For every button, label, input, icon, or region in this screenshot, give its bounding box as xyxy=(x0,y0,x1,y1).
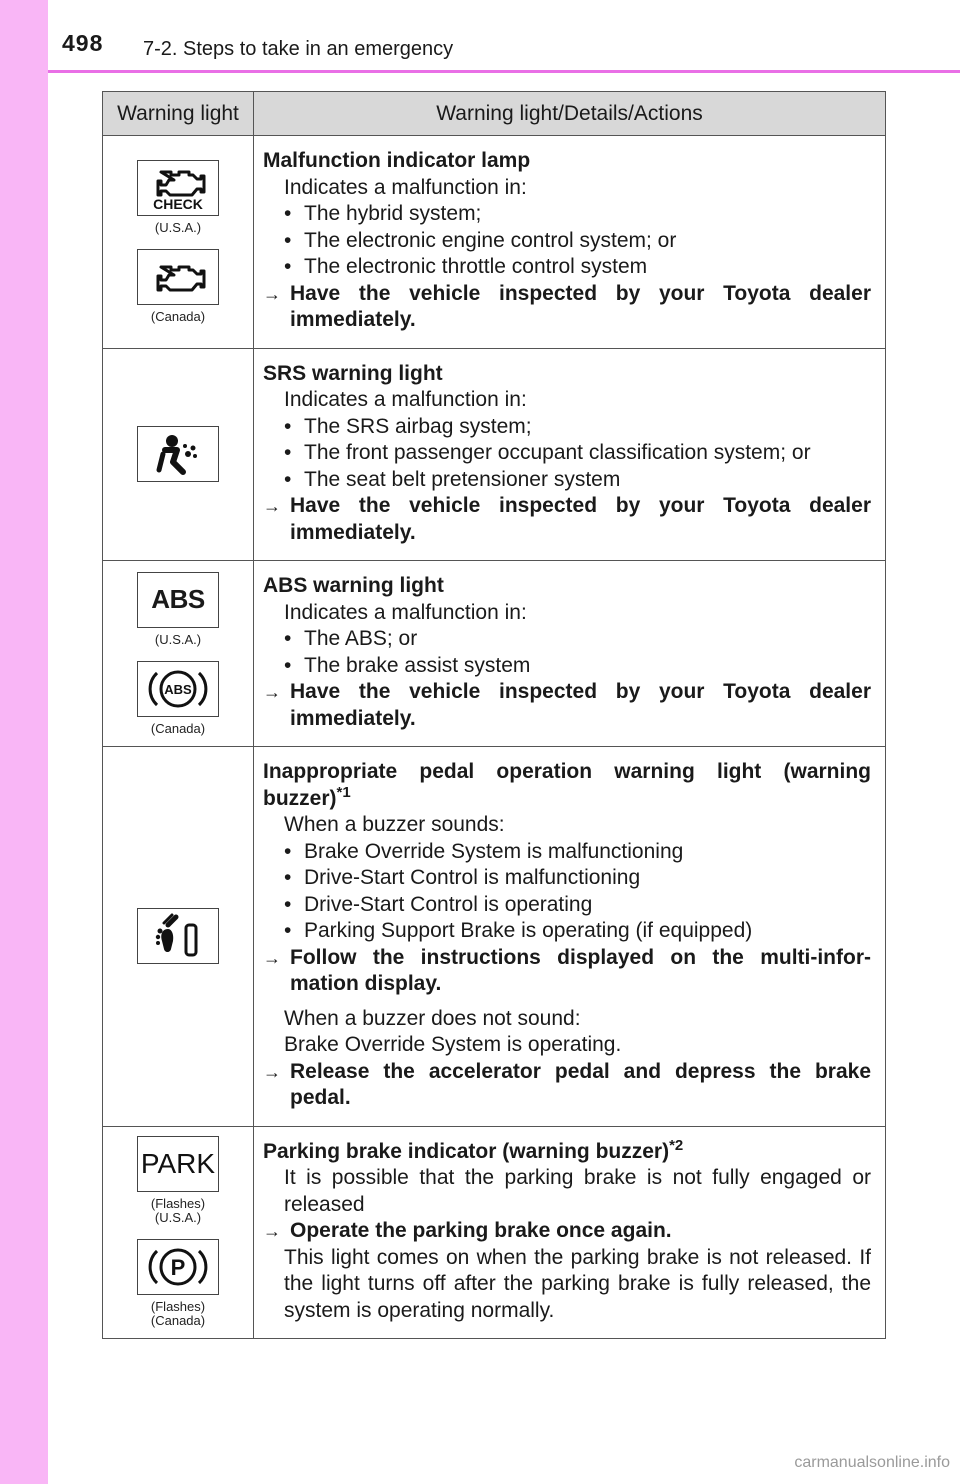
icon-caption: (Flashes) (U.S.A.) xyxy=(150,1196,206,1226)
action-line xyxy=(263,1218,871,1245)
column-header-details: Warning light/Details/Actions xyxy=(254,92,886,136)
page-number: 498 xyxy=(62,30,104,56)
icon-caption: (U.S.A.) xyxy=(154,219,202,235)
icon-caption: (Canada) xyxy=(150,308,206,324)
pedal-operation-icon xyxy=(137,908,219,964)
table-row xyxy=(103,747,886,1127)
svg-text:CHECK: CHECK xyxy=(153,195,203,212)
bullet-item: • Brake Override System is malfunctioning xyxy=(263,839,871,866)
details-cell xyxy=(254,747,886,1127)
table-row xyxy=(103,136,886,349)
park-label: PARK xyxy=(140,1148,216,1180)
table-row xyxy=(103,348,886,561)
arrow-icon: → xyxy=(263,947,281,968)
action-text: Operate the parking brake once again. xyxy=(290,1219,672,1242)
icon-caption: (U.S.A.) xyxy=(154,631,202,647)
row-title: ABS warning light xyxy=(263,574,444,597)
row-line-2: Brake Override System is operating. xyxy=(284,1033,622,1056)
abs-circle-icon xyxy=(137,661,219,717)
icon-caption: (Flashes) (Canada) xyxy=(150,1299,206,1329)
bullet-item: • The brake assist system xyxy=(263,653,871,680)
row-intro: Indicates a malfunction in: xyxy=(284,175,527,199)
row-intro: It is possible that the parking brake is not fully engaged or released xyxy=(284,1166,871,1216)
details-cell xyxy=(254,136,886,349)
footnote-marker: *2 xyxy=(669,1136,684,1154)
header-rule xyxy=(48,70,960,73)
svg-text:P: P xyxy=(170,1255,186,1281)
svg-text:ABS: ABS xyxy=(164,681,192,697)
icon-cell xyxy=(103,561,254,747)
row-title: SRS warning light xyxy=(263,361,443,385)
action-line xyxy=(263,1059,871,1112)
section-title: 7-2. Steps to take in an emergency xyxy=(143,38,454,60)
warning-light-table xyxy=(102,91,886,1339)
table-row xyxy=(103,1126,886,1339)
column-header-warning-light: Warning light xyxy=(103,92,254,136)
arrow-icon: → xyxy=(263,283,281,304)
watermark: carmanualsonline.info xyxy=(794,1454,950,1471)
arrow-icon: → xyxy=(263,1061,281,1082)
row-intro: Indicates a malfunction in: xyxy=(284,600,527,624)
bullet-item: • The electronic engine control system; or xyxy=(263,228,871,255)
action-text: Have the vehicle inspected by your Toyota dealer immediately. xyxy=(290,494,871,544)
srs-airbag-icon xyxy=(137,426,219,482)
row-intro: When a buzzer sounds: xyxy=(284,813,505,836)
bullet-item: • The seat belt pretensioner system xyxy=(263,467,871,494)
action-line xyxy=(263,945,871,998)
bullet-item: • The ABS; or xyxy=(263,626,871,653)
bullet-item: • The electronic throttle control system xyxy=(263,254,871,281)
parking-brake-circle-icon xyxy=(137,1239,219,1295)
park-text-icon xyxy=(137,1136,219,1192)
details-cell xyxy=(254,561,886,747)
footnote-marker: *1 xyxy=(336,783,351,801)
row-title: Inappropriate pedal operation warning light (warning buzzer)$^{*1}$ xyxy=(263,760,871,810)
row-title: Parking brake indicator (warning buzzer)$^{*2}$ xyxy=(263,1136,684,1163)
icon-cell xyxy=(103,348,254,561)
engine-icon xyxy=(137,249,219,305)
table-row xyxy=(103,561,886,747)
row-note: This light comes on when the parking brake is not released. If the light turns off after the parking brake is fully released, the system is operating normally. xyxy=(284,1245,871,1322)
details-cell xyxy=(254,348,886,561)
action-text: Have the vehicle inspected by your Toyota dealer immediately. xyxy=(290,680,871,730)
table-header-row xyxy=(103,92,886,136)
bullet-item: • Drive-Start Control is operating xyxy=(263,892,871,919)
row-intro-2: When a buzzer does not sound: xyxy=(284,1006,581,1030)
bullet-item: • The SRS airbag system; xyxy=(263,414,871,441)
details-cell xyxy=(254,1126,886,1339)
row-intro: Indicates a malfunction in: xyxy=(284,388,527,411)
bullet-item: • Parking Support Brake is operating (if equipped) xyxy=(263,918,871,945)
action-line xyxy=(263,281,871,334)
icon-cell xyxy=(103,747,254,1127)
arrow-icon: → xyxy=(263,496,281,516)
bullet-item: • The hybrid system; xyxy=(263,201,871,228)
bullet-item: • The front passenger occupant classification system; or xyxy=(263,440,871,467)
arrow-icon: → xyxy=(263,682,281,702)
action-line xyxy=(263,679,871,732)
abs-label: ABS xyxy=(151,584,205,614)
row-title: Malfunction indicator lamp xyxy=(263,149,531,172)
check-engine-icon xyxy=(137,160,219,216)
arrow-icon: → xyxy=(263,1221,281,1241)
icon-cell xyxy=(103,136,254,349)
action-line xyxy=(263,493,871,546)
action-text: Have the vehicle inspected by your Toyota dealer immediately. xyxy=(290,281,871,331)
icon-cell xyxy=(103,1126,254,1339)
bullet-item: • Drive-Start Control is malfunctioning xyxy=(263,865,871,892)
action-text: Release the accelerator pedal and depress the brake pedal. xyxy=(290,1059,871,1109)
side-color-band xyxy=(0,0,48,1484)
icon-caption: (Canada) xyxy=(150,720,206,736)
action-text: Follow the instructions displayed on the multi-infor-mation display. xyxy=(290,945,871,995)
abs-text-icon xyxy=(137,572,219,628)
